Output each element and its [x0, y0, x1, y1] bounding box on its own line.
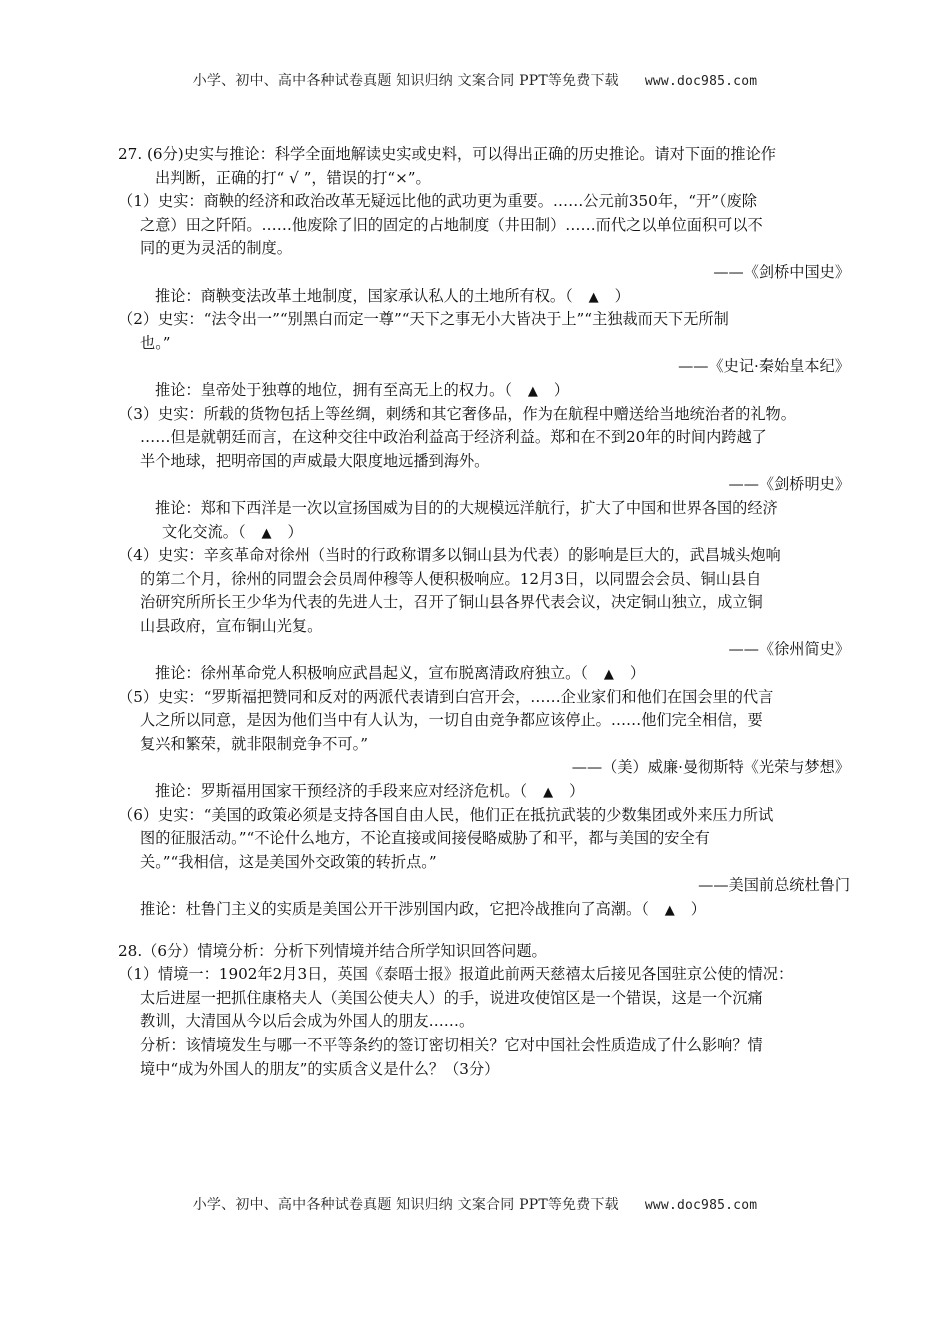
fact-line: 人之所以同意，是因为他们当中有人认为，一切自由竞争都应该停止。……他们完全相信，要: [140, 711, 763, 730]
q28-stem: 28.（6分）情境分析：分析下列情境并结合所学知识回答问题。: [118, 941, 547, 960]
fact-line: ……但是就朝廷而言，在这种交往中政治利益高于经济利益。郑和在不到20年的时间内跨越了: [140, 428, 767, 447]
inference-line: [118, 662, 856, 686]
fact-line: （6）史实：“美国的政策必须是支持各国自由人民，他们正在抵抗武装的少数集团或外来压力所试: [118, 805, 774, 824]
inference-line: [118, 898, 856, 922]
inference-line: 推论：郑和下西洋是一次以宣扬国威为目的的大规模远洋航行，扩大了中国和世界各国的经济: [155, 498, 778, 517]
answer-blank-triangle-icon: ▲: [543, 785, 554, 801]
inference-line: [118, 285, 856, 309]
source-citation: ——《史记·秦始皇本纪》: [678, 357, 850, 376]
fact-line: （4）史实：辛亥革命对徐州（当时的行政称谓多以铜山县为代表）的影响是巨大的，武昌城头炮响: [118, 546, 781, 565]
answer-blank-triangle-icon: ▲: [527, 383, 538, 399]
inference-line: [118, 379, 856, 403]
scenario-line: （1）情境一：1902年2月3日，英国《泰晤士报》报道此前两天慈禧太后接见各国驻京公使的情况：: [118, 965, 794, 984]
source-citation: ——（美）威廉·曼彻斯特《光荣与梦想》: [571, 758, 850, 777]
fact-line: 半个地球，把明帝国的声威最大限度地远播到海外。: [140, 451, 490, 470]
inference-line-2: [118, 521, 856, 545]
source-citation: ——《徐州简史》: [728, 640, 850, 659]
footer-url: www.doc985.com: [644, 1198, 758, 1213]
fact-line: （2）史实：“法令出一”“别黑白而定一尊”“天下之事无小大皆决于上”“主独裁而天下无所制: [118, 310, 729, 329]
source-citation: ——《剑桥明史》: [728, 475, 850, 494]
fact-line: （5）史实：“罗斯福把赞同和反对的两派代表请到白宫开会，……企业家们和他们在国会里的代言: [118, 687, 774, 706]
paren-close: ）: [287, 522, 303, 541]
inference-text: 推论：皇帝处于独尊的地位，拥有至高无上的权力。（: [155, 380, 512, 399]
q27-item-2: [118, 308, 856, 402]
paren-close: ）: [569, 782, 585, 801]
q27-stem-line-2: 出判断，正确的打“ √ ”，错误的打“×”。: [155, 168, 431, 187]
inference-text: 文化交流。（: [162, 522, 246, 541]
inference-text: 推论：商鞅变法改革土地制度，国家承认私人的土地所有权。（: [155, 286, 573, 305]
fact-line: 也。”: [140, 333, 171, 352]
analysis-line: 境中“成为外国人的朋友”的实质含义是什么？（3分）: [140, 1059, 500, 1078]
header-text: 小学、初中、高中各种试卷真题 知识归纳 文案合同 PPT等免费下载: [192, 73, 619, 89]
page-header: [0, 70, 950, 90]
scenario-line: 太后进屋一把抓住康格夫人（美国公使夫人）的手，说进攻使馆区是一个错误，这是一个沉痛: [140, 988, 763, 1007]
page-footer: [0, 1194, 950, 1214]
answer-blank-triangle-icon: ▲: [603, 667, 614, 683]
fact-line: 的第二个月，徐州的同盟会会员周仲穆等人便积极响应。12月3日，以同盟会会员、铜山县自: [140, 569, 762, 588]
analysis-line: 分析：该情境发生与哪一不平等条约的签订密切相关？它对中国社会性质造成了什么影响？情: [140, 1035, 763, 1054]
header-url: www.doc985.com: [644, 74, 758, 89]
q27-item-1: [118, 190, 856, 308]
question-27: [118, 143, 856, 922]
fact-line: 图的征服活动。”“不论什么地方，不论直接或间接侵略威胁了和平，都与美国的安全有: [140, 829, 710, 848]
paren-close: ）: [690, 900, 706, 918]
fact-line: （3）史实：所载的货物包括上等丝绸，刺绣和其它奢侈品，作为在航程中赠送给当地统治者的礼物。: [118, 404, 796, 423]
q27-item-5: [118, 686, 856, 804]
fact-line: 山县政府，宣布铜山光复。: [140, 616, 323, 635]
exam-content: [118, 143, 856, 1081]
q28-item-1: [118, 963, 856, 1081]
footer-text: 小学、初中、高中各种试卷真题 知识归纳 文案合同 PPT等免费下载: [192, 1197, 619, 1213]
q27-item-4: [118, 544, 856, 686]
answer-blank-triangle-icon: ▲: [664, 903, 675, 918]
paren-close: ）: [614, 286, 630, 305]
question-28: [118, 940, 856, 1082]
fact-line: 关。”“我相信，这是美国外交政策的转折点。”: [140, 852, 437, 871]
inference-text: 推论：罗斯福用国家干预经济的手段来应对经济危机。（: [155, 782, 528, 801]
paren-close: ）: [629, 664, 646, 683]
source-citation: ——美国前总统杜鲁门: [698, 876, 850, 895]
fact-line: （1）史实：商鞅的经济和政治改革无疑远比他的武功更为重要。……公元前350年，“开”（废除: [118, 192, 757, 211]
q27-stem-line-1: 27. (6分)史实与推论：科学全面地解读史实或史料，可以得出正确的历史推论。请对下面的推论作: [118, 145, 776, 163]
fact-line: 治研究所所长王少华为代表的先进人士，召开了铜山县各界代表会议，决定铜山独立，成立铜: [140, 593, 763, 612]
answer-blank-triangle-icon: ▲: [261, 525, 272, 541]
inference-line: [118, 780, 856, 804]
answer-blank-triangle-icon: ▲: [588, 289, 599, 305]
inference-text: 推论：杜鲁门主义的实质是美国公开干涉别国内政，它把冷战推向了高潮。（: [140, 900, 649, 918]
fact-line: 同的更为灵活的制度。: [140, 239, 292, 258]
fact-line: 之意）田之阡陌。……他废除了旧的固定的占地制度（井田制）……而代之以单位面积可以不: [140, 215, 763, 234]
source-citation: ——《剑桥中国史》: [713, 262, 850, 281]
q27-item-3: [118, 403, 856, 545]
inference-text: 推论：徐州革命党人积极响应武昌起义，宣布脱离清政府独立。（: [155, 664, 588, 683]
scenario-line: 教训，大清国从今以后会成为外国人的朋友……。: [140, 1012, 475, 1031]
fact-line: 复兴和繁荣，就非限制竞争不可。”: [140, 734, 368, 753]
q27-item-6: [118, 804, 856, 922]
paren-close: ）: [553, 380, 570, 399]
